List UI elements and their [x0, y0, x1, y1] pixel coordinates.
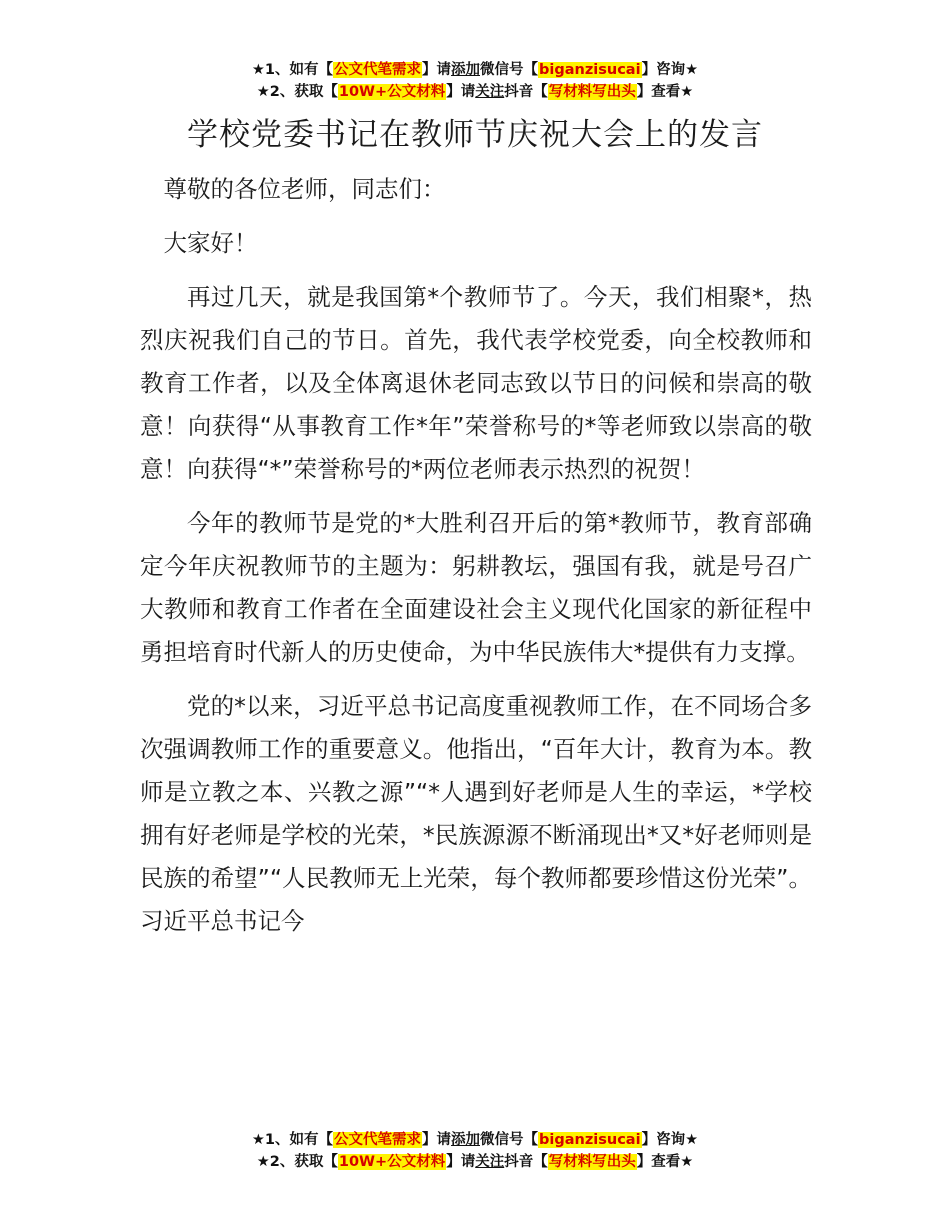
banner-text: 微信号【: [480, 62, 539, 78]
banner-underlined-text: 关注: [475, 1154, 505, 1170]
banner-text: ★2、获取【: [256, 84, 338, 100]
banner-highlight: biganzisucai: [539, 62, 641, 78]
banner-text: 】查看★: [636, 1154, 694, 1170]
banner-text: 微信号【: [480, 1132, 539, 1148]
banner-line-1: [0, 59, 950, 81]
banner-text: ★2、获取【: [256, 1154, 338, 1170]
banner-underlined-text: 添加: [451, 1132, 481, 1148]
paragraph: 再过几天，就是我国第*个教师节了。今天，我们相聚*，热烈庆祝我们自己的节日。首先，我代表学校党委，向全校教师和教育工作者，以及全体离退休老同志致以节日的问候和崇高的敬意！向获得“从事教育工作*年”荣誉称号的*等老师致以崇高的敬意！向获得“*”荣誉称号的*两位老师表示热烈的祝贺！: [140, 283, 812, 483]
banner-text: 抖音【: [504, 84, 548, 100]
salutation: 尊敬的各位老师，同志们：: [163, 175, 446, 203]
banner-text: 抖音【: [504, 1154, 548, 1170]
banner-highlight: 公文代笔需求: [334, 1132, 422, 1148]
paragraph: 党的*以来，习近平总书记高度重视教师工作，在不同场合多次强调教师工作的重要意义。他指出，“百年大计，教育为本。教师是立教之本、兴教之源”“*人遇到好老师是人生的幸运，*学校拥有好老师是学校的光荣，*民族源源不断涌现出*又*好老师则是民族的希望”“人民教师无上光荣，每个教师都要珍惜这份光荣”。习近平总书记今: [140, 692, 812, 935]
banner-highlight: 写材料写出头: [548, 1154, 636, 1170]
footer-banner: [0, 1129, 950, 1173]
banner-text: 】请: [422, 62, 452, 78]
banner-underlined-text: 关注: [475, 84, 505, 100]
header-banner: [0, 59, 950, 103]
banner-text: 】请: [422, 1132, 452, 1148]
banner-line-1: [0, 1129, 950, 1151]
banner-line-2: [0, 81, 950, 103]
banner-text: 】咨询★: [641, 1132, 699, 1148]
banner-highlight: 10W+公文材料: [338, 1154, 446, 1170]
banner-highlight: 10W+公文材料: [338, 84, 446, 100]
banner-underlined-text: 添加: [451, 62, 481, 78]
banner-text: 】请: [446, 1154, 476, 1170]
banner-highlight: biganzisucai: [539, 1132, 641, 1148]
banner-highlight: 写材料写出头: [548, 84, 636, 100]
banner-text: 】查看★: [636, 84, 694, 100]
document-body: [140, 168, 812, 954]
banner-text: ★1、如有【: [251, 1132, 334, 1148]
paragraph: 今年的教师节是党的*大胜利召开后的第*教师节，教育部确定今年庆祝教师节的主题为：躬耕教坛，强国有我，就是号召广大教师和教育工作者在全面建设社会主义现代化国家的新征程中勇担培育时代新人的历史使命，为中华民族伟大*提供有力支撑。: [140, 509, 812, 666]
banner-highlight: 公文代笔需求: [334, 62, 422, 78]
banner-text: 】咨询★: [641, 62, 699, 78]
banner-text: 】请: [446, 84, 476, 100]
banner-line-2: [0, 1151, 950, 1173]
banner-text: ★1、如有【: [251, 62, 334, 78]
document-title: 学校党委书记在教师节庆祝大会上的发言: [187, 117, 763, 153]
greeting: 大家好！: [163, 229, 258, 257]
